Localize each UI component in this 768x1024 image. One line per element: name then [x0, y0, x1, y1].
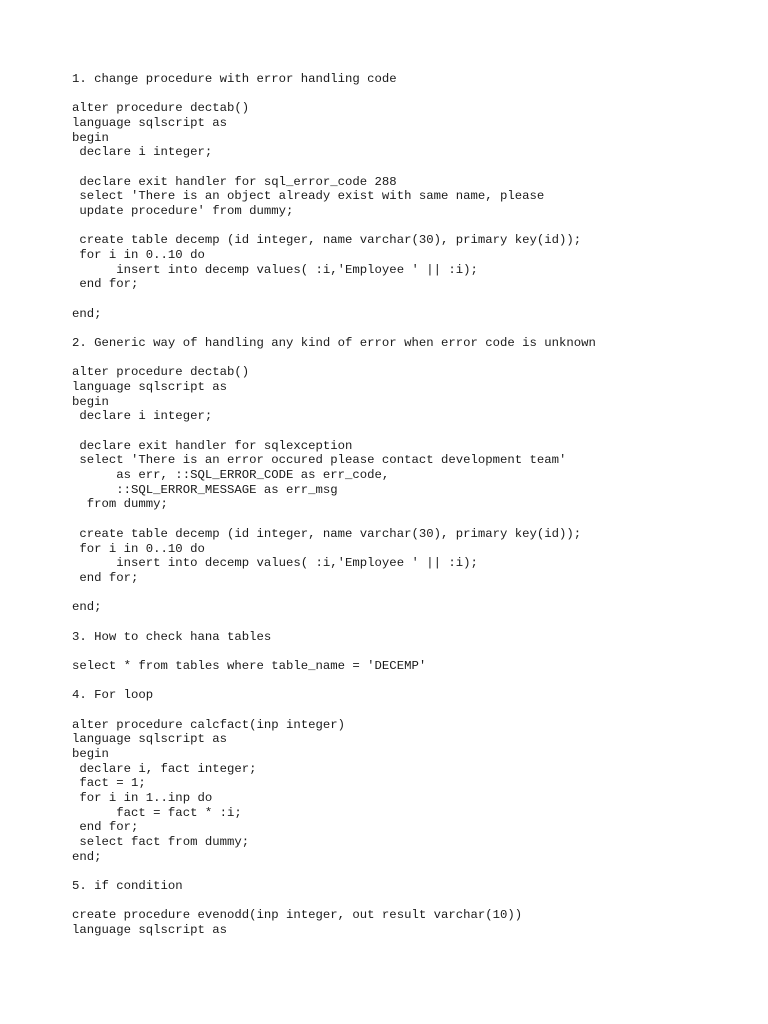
code-line: select fact from dummy;	[72, 834, 250, 849]
code-line: from dummy;	[72, 497, 168, 512]
code-line: create table decemp (id integer, name varchar(30), primary key(id));	[72, 526, 582, 541]
code-line: declare exit handler for sql_error_code 288	[72, 174, 397, 189]
code-line: end for;	[72, 570, 139, 585]
code-line: language sqlscript as	[72, 380, 227, 395]
code-line: declare exit handler for sqlexception	[72, 438, 353, 453]
code-line: begin	[72, 130, 109, 145]
code-line: for i in 0..10 do	[72, 248, 205, 263]
code-line: 1. change procedure with error handling code	[72, 72, 397, 86]
code-line	[72, 87, 752, 102]
code-line: declare i integer;	[72, 145, 213, 160]
code-line: select 'There is an object already exist with same name, please	[72, 189, 545, 204]
code-line	[72, 321, 752, 336]
code-line	[72, 615, 752, 630]
code-line: select * from tables where table_name = 'DECEMP'	[72, 658, 427, 673]
code-line: declare i integer;	[72, 409, 213, 424]
code-line: language sqlscript as	[72, 732, 227, 747]
code-line	[72, 292, 752, 307]
code-line	[72, 644, 752, 659]
code-line: 2. Generic way of handling any kind of error when error code is unknown	[72, 336, 596, 351]
code-line: declare i, fact integer;	[72, 761, 257, 776]
code-line: 3. How to check hana tables	[72, 629, 272, 644]
document-page	[72, 72, 752, 938]
code-line: alter procedure dectab()	[72, 365, 250, 380]
code-line	[72, 864, 752, 879]
code-line	[72, 512, 752, 527]
code-line: ::SQL_ERROR_MESSAGE as err_msg	[72, 482, 338, 497]
code-line: begin	[72, 746, 109, 761]
code-line	[72, 424, 752, 439]
code-line: end;	[72, 600, 102, 615]
code-line: as err, ::SQL_ERROR_CODE as err_code,	[72, 468, 390, 483]
code-line: for i in 1..inp do	[72, 790, 213, 805]
code-line	[72, 351, 752, 366]
code-line: create table decemp (id integer, name varchar(30), primary key(id));	[72, 233, 582, 248]
code-line: insert into decemp values( :i,'Employee ' || :i);	[72, 262, 478, 277]
code-line: end;	[72, 849, 102, 864]
code-line: end;	[72, 306, 102, 321]
code-line: create procedure evenodd(inp integer, out result varchar(10))	[72, 908, 523, 923]
code-line: begin	[72, 394, 109, 409]
code-line: insert into decemp values( :i,'Employee ' || :i);	[72, 556, 478, 571]
code-line: fact = 1;	[72, 776, 146, 791]
code-line: for i in 0..10 do	[72, 541, 205, 556]
code-line: end for;	[72, 277, 139, 292]
code-line: alter procedure dectab()	[72, 101, 250, 116]
code-line: fact = fact * :i;	[72, 805, 242, 820]
code-line	[72, 219, 752, 234]
code-line: language sqlscript as	[72, 922, 227, 937]
code-line	[72, 674, 752, 689]
code-line: 4. For loop	[72, 688, 154, 703]
code-line: update procedure' from dummy;	[72, 204, 294, 219]
code-line	[72, 703, 752, 718]
code-line: 5. if condition	[72, 878, 183, 893]
code-line: alter procedure calcfact(inp integer)	[72, 717, 346, 732]
code-line	[72, 160, 752, 175]
code-line	[72, 586, 752, 601]
code-line: language sqlscript as	[72, 116, 227, 131]
code-line: end for;	[72, 820, 139, 835]
code-line: select 'There is an error occured please contact development team'	[72, 453, 567, 468]
code-line	[72, 894, 752, 909]
